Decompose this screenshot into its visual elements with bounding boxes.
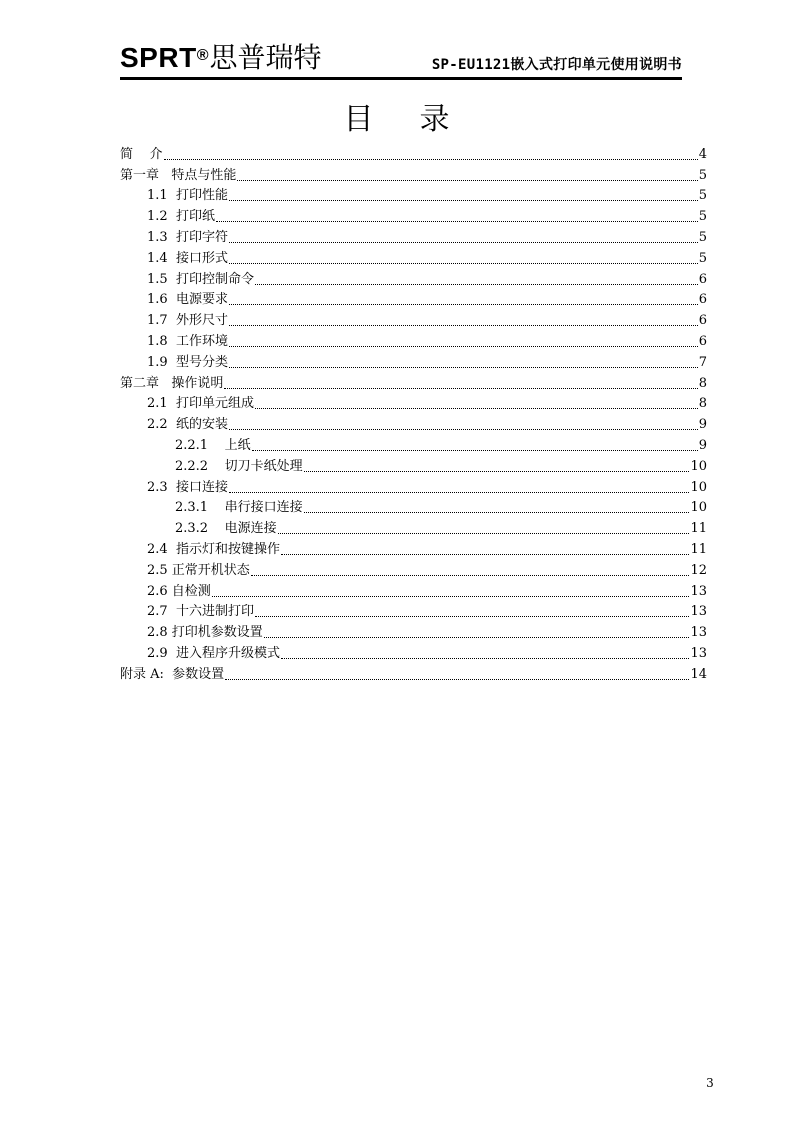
- toc-leader-dots: [252, 449, 698, 451]
- toc-entry-page: 5: [698, 188, 707, 204]
- toc-entry[interactable]: [120, 392, 707, 413]
- toc-leader-dots: [229, 241, 698, 243]
- toc-leader-dots: [255, 283, 698, 285]
- toc-entry-label: 2.2 纸的安装: [147, 417, 228, 433]
- toc-entry-page: 9: [698, 437, 707, 453]
- toc-leader-dots: [229, 199, 698, 201]
- toc-entry[interactable]: [120, 641, 707, 662]
- toc-entry[interactable]: [120, 412, 707, 433]
- toc-leader-dots: [229, 491, 690, 493]
- toc-leader-dots: [264, 636, 690, 638]
- toc-leader-dots: [229, 428, 698, 430]
- toc-entry-page: 13: [690, 604, 707, 620]
- toc-entry-page: 8: [698, 396, 707, 412]
- toc-entry[interactable]: [120, 204, 707, 225]
- toc-entry-label: 2.3.1 串行接口连接: [175, 500, 303, 516]
- toc-entry-page: 6: [698, 271, 707, 287]
- page-header: [120, 40, 682, 80]
- toc-entry[interactable]: [120, 371, 707, 392]
- toc-entry[interactable]: [120, 329, 707, 350]
- toc-leader-dots: [255, 615, 690, 617]
- toc-entry-page: 10: [690, 479, 707, 495]
- brand-chinese: 思普瑞特: [209, 41, 322, 74]
- toc-entry-label: 1.8 工作环境: [147, 333, 228, 349]
- toc-entry-page: 12: [690, 562, 707, 578]
- toc-entry-label: 1.5 打印控制命令: [147, 271, 254, 287]
- toc-entry-page: 14: [690, 666, 707, 682]
- toc-entry-label: 2.2.2 切刀卡纸处理: [175, 458, 303, 474]
- toc-leader-dots: [281, 657, 690, 659]
- toc-entry[interactable]: [120, 496, 707, 517]
- toc-entry[interactable]: [120, 308, 707, 329]
- toc-entry-page: 6: [698, 313, 707, 329]
- toc-title: 目录: [343, 102, 496, 137]
- toc-entry-label: 2.5 正常开机状态: [147, 562, 250, 578]
- toc-entry-label: 简 介: [120, 146, 163, 162]
- toc-entry-label: 2.1 打印单元组成: [147, 396, 254, 412]
- toc-entry-label: 1.2 打印纸: [147, 209, 215, 225]
- table-of-contents: [120, 142, 707, 683]
- toc-entry-page: 8: [698, 375, 707, 391]
- toc-entry-label: 2.9 进入程序升级模式: [147, 645, 280, 661]
- registered-mark: ®: [196, 47, 209, 64]
- toc-entry-page: 6: [698, 292, 707, 308]
- toc-entry-page: 9: [698, 417, 707, 433]
- toc-entry-label: 2.3.2 电源连接: [175, 521, 277, 537]
- brand-logo: [120, 40, 322, 76]
- toc-entry[interactable]: [120, 142, 707, 163]
- toc-entry-label: 1.3 打印字符: [147, 229, 228, 245]
- toc-entry-label: 2.6 自检测: [147, 583, 211, 599]
- toc-entry-page: 13: [690, 645, 707, 661]
- toc-entry[interactable]: [120, 267, 707, 288]
- toc-entry-page: 11: [690, 541, 707, 557]
- toc-entry[interactable]: [120, 558, 707, 579]
- document-title: SP-EU1121嵌入式打印单元使用说明书: [431, 57, 682, 73]
- toc-leader-dots: [237, 179, 697, 181]
- toc-leader-dots: [216, 220, 698, 222]
- toc-entry-page: 13: [690, 625, 707, 641]
- toc-entry-label: 第二章 操作说明: [120, 375, 224, 391]
- toc-entry-label: 1.9 型号分类: [147, 354, 228, 370]
- toc-entry[interactable]: [120, 184, 707, 205]
- page-number: 3: [706, 1076, 714, 1090]
- toc-entry-page: 5: [698, 167, 707, 183]
- toc-entry[interactable]: [120, 350, 707, 371]
- toc-entry-page: 4: [698, 146, 707, 162]
- toc-entry-page: 11: [690, 521, 707, 537]
- toc-entry[interactable]: [120, 163, 707, 184]
- toc-leader-dots: [212, 595, 690, 597]
- toc-entry-label: 第一章 特点与性能: [120, 167, 237, 183]
- toc-leader-dots: [281, 553, 690, 555]
- toc-entry-page: 13: [690, 583, 707, 599]
- toc-entry[interactable]: [120, 579, 707, 600]
- toc-leader-dots: [278, 532, 690, 534]
- toc-entry-page: 5: [698, 250, 707, 266]
- toc-entry-label: 附录 A: 参数设置: [120, 666, 225, 682]
- toc-entry-label: 2.4 指示灯和按键操作: [147, 541, 280, 557]
- toc-leader-dots: [229, 303, 698, 305]
- toc-entry[interactable]: [120, 662, 707, 683]
- toc-entry[interactable]: [120, 225, 707, 246]
- toc-entry-page: 6: [698, 333, 707, 349]
- toc-entry[interactable]: [120, 475, 707, 496]
- toc-leader-dots: [224, 387, 697, 389]
- toc-leader-dots: [304, 511, 690, 513]
- toc-entry[interactable]: [120, 600, 707, 621]
- toc-leader-dots: [225, 678, 689, 680]
- toc-entry[interactable]: [120, 433, 707, 454]
- toc-entry-label: 1.6 电源要求: [147, 292, 228, 308]
- brand-latin: SPRT: [120, 42, 197, 73]
- toc-leader-dots: [229, 366, 698, 368]
- toc-entry[interactable]: [120, 288, 707, 309]
- toc-entry-label: 1.7 外形尺寸: [147, 313, 228, 329]
- toc-entry[interactable]: [120, 516, 707, 537]
- header-divider: [120, 77, 682, 80]
- toc-entry-label: 2.8 打印机参数设置: [147, 625, 263, 641]
- toc-leader-dots: [251, 574, 690, 576]
- toc-entry[interactable]: [120, 537, 707, 558]
- toc-entry-label: 2.2.1 上纸: [175, 437, 251, 453]
- toc-entry-label: 2.3 接口连接: [147, 479, 228, 495]
- toc-leader-dots: [255, 407, 698, 409]
- toc-entry-label: 2.7 十六进制打印: [147, 604, 254, 620]
- toc-entry-page: 10: [690, 500, 707, 516]
- toc-entry[interactable]: [120, 620, 707, 641]
- toc-entry[interactable]: [120, 454, 707, 475]
- toc-entry-page: 5: [698, 229, 707, 245]
- toc-entry-page: 7: [698, 354, 707, 370]
- toc-leader-dots: [229, 345, 698, 347]
- toc-leader-dots: [229, 262, 698, 264]
- toc-leader-dots: [229, 324, 698, 326]
- toc-entry-label: 1.4 接口形式: [147, 250, 228, 266]
- toc-leader-dots: [304, 470, 690, 472]
- toc-leader-dots: [164, 158, 698, 160]
- toc-entry-page: 5: [698, 209, 707, 225]
- toc-entry-page: 10: [690, 458, 707, 474]
- toc-entry[interactable]: [120, 246, 707, 267]
- toc-entry-label: 1.1 打印性能: [147, 188, 228, 204]
